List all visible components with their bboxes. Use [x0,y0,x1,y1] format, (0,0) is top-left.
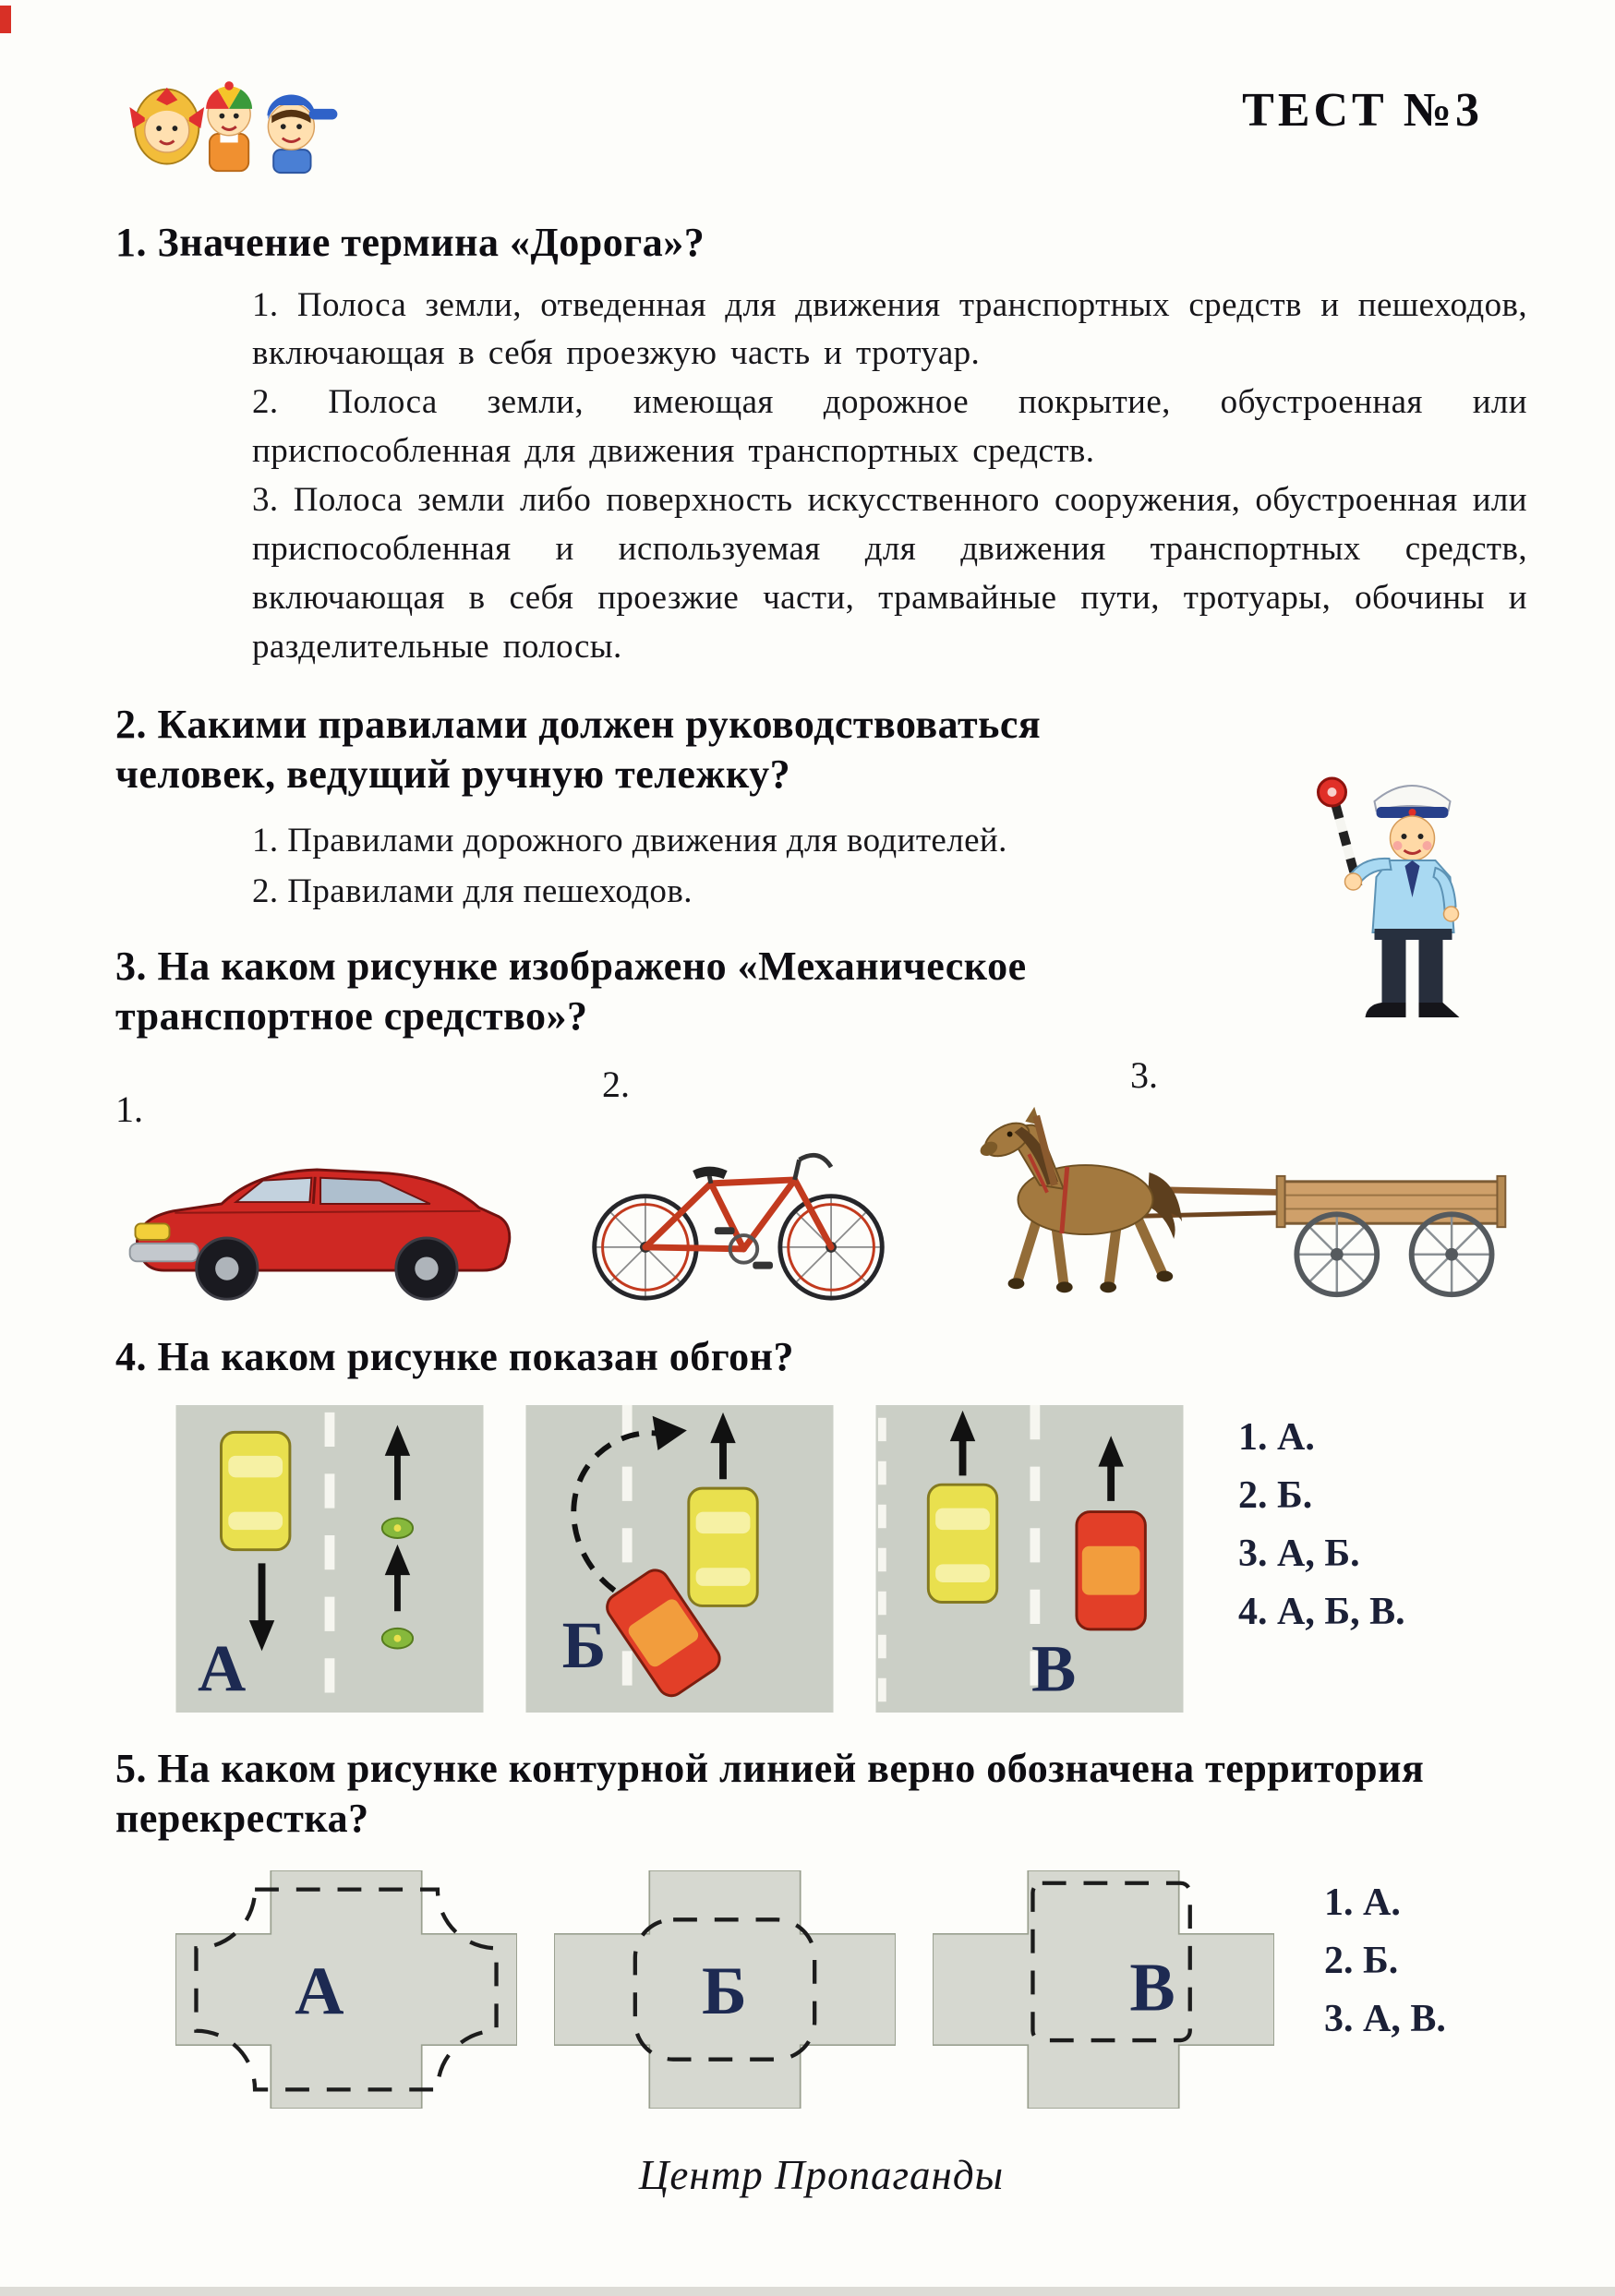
policeman-illustration [1294,757,1511,1034]
question-2-title: 2. Какими правилами должен руководствоваться человек, ведущий ручную тележку? [115,701,1042,798]
traffic-baton-icon [1319,778,1358,886]
diagram-letter: А [295,1952,344,2028]
question-1-answers [252,282,1527,672]
question-3-pictures [115,1055,1527,1306]
children-illustration [115,44,346,192]
diagram-letter: А [198,1630,247,1706]
picture-option-1 [115,1089,540,1306]
answer-option: 3. Полоса земли либо поверхность искусственного сооружения, обустроенная или приспособленная и используемая для движения транспортных средств, включающая в себя проезжие части, трамвайные пути, тротуары, обочины и разделительные полосы. [252,481,1527,666]
intersection-diagram-a [175,1870,517,2109]
answer-option: 3. А, Б. [1238,1532,1360,1575]
answer-option: 1. А. [1238,1415,1315,1459]
bicycle-illustration [574,1111,902,1306]
policeman-body [1345,859,1460,1017]
answer-option: 2. Б. [1238,1473,1313,1517]
question-5-diagrams [175,1870,1527,2109]
answer-option: 1. Правилами дорожного движения для водителей. [252,821,1007,859]
policeman-cap [1375,786,1451,818]
scan-artifact-mark [0,6,11,33]
question-5-answer-options [1324,1874,1446,2049]
publisher-footer: Центр Пропаганды [638,2151,1005,2198]
question-4-title: 4. На каком рисунке показан обгон? [115,1333,795,1379]
scan-bottom-edge [0,2287,1615,2296]
picture-option-2 [547,1064,911,1306]
answer-option: 4. А, Б, В. [1238,1590,1405,1633]
overtaking-diagram-b [525,1405,834,1713]
question-4-diagrams [175,1405,1527,1713]
test-title: ТЕСТ №3 [1242,84,1483,137]
picture-option-3 [918,1055,1527,1306]
diagram-letter: Б [702,1952,747,2028]
overtaking-diagram-v [875,1405,1184,1713]
diagram-letter: Б [561,1606,607,1682]
question-3-title: 3. На каком рисунке изображено «Механическое транспортное средство»? [115,943,1027,1040]
question-5 [115,1744,1527,2109]
yellow-car-up [689,1488,757,1605]
question-5-title: 5. На каком рисунке контурной линией верно обозначена территория перекрестка? [115,1745,1425,1842]
overtaking-diagram-a [175,1405,484,1713]
question-4-answer-options [1238,1409,1405,1641]
picture-number: 3. [1130,1053,1158,1096]
diagram-letter: В [1129,1948,1175,2025]
question-1-title: 1. Значение термина «Дорога»? [115,220,705,265]
girl-face [129,88,204,164]
yellow-car-up [928,1485,996,1602]
yellow-car-down [221,1432,289,1549]
middle-block [115,700,1527,1042]
picture-number: 2. [602,1063,630,1105]
intersection-diagram-v [933,1870,1274,2109]
answer-option: 3. А, В. [1324,1997,1446,2040]
boy-in-cap [267,95,337,174]
diagram-letter: В [1030,1630,1077,1706]
policeman-face [1391,816,1435,860]
kid-in-beanie [206,81,252,171]
car-illustration [115,1136,531,1306]
question-1 [115,218,1527,672]
picture-number: 1. [115,1088,143,1130]
answer-option: 2. Полоса земли, имеющая дорожное покрытие, обустроенная или приспособленная для движения транспортных средств. [252,383,1527,471]
answer-option: 2. Б. [1324,1939,1399,1982]
horse-cart-illustration [918,1101,1523,1306]
answer-option: 1. Полоса земли, отведенная для движения транспортных средств и пешеходов, включающая в себя проезжую часть и тротуар. [252,285,1527,373]
answer-option: 2. Правилами для пешеходов. [252,872,693,911]
header [115,44,1527,201]
red-car-up [1077,1511,1145,1629]
horse [978,1107,1182,1292]
intersection-diagram-b [554,1870,896,2109]
question-4 [115,1332,1527,1713]
cart [1277,1176,1506,1294]
answer-option: 1. А. [1324,1881,1401,1924]
